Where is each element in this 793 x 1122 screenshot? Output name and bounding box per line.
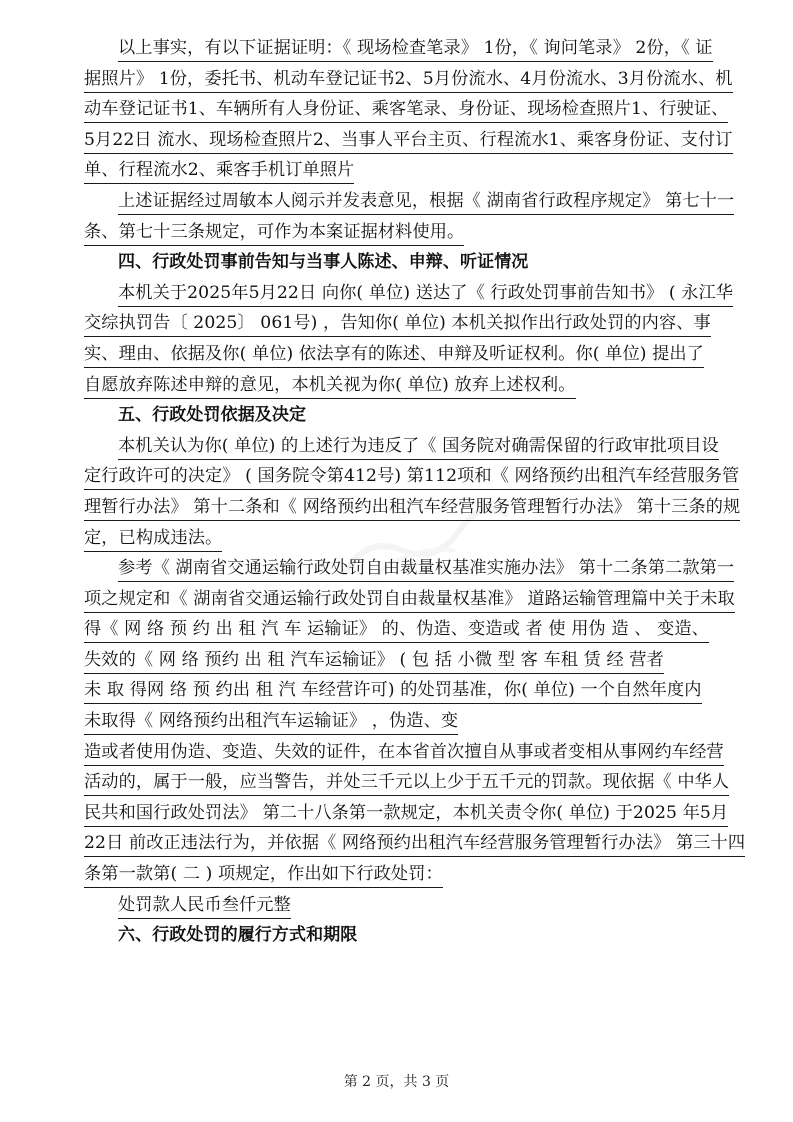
body-line: 交综执罚告〔 2025〕 061号) ，告知你( 单位) 本机关拟作出行政处罚的内容、事 — [84, 308, 748, 339]
body-line: 民共和国行政处罚法》 第二十八条第一款规定，本机关责令你( 单位) 于2025 年5月 — [84, 798, 748, 829]
body-line: 单、行程流水2、乘客手机订单照片 — [84, 155, 748, 186]
body-line: 未取得《 网络预约出租汽车运输证》 ，伪造、变 — [84, 706, 748, 737]
body-line: 活动的，属于一般，应当警告，并处三千元以上少于五千元的罚款。现依据《 中华人 — [84, 767, 748, 798]
body-line: 以上事实，有以下证据证明：《 现场检查笔录》 1份，《 询问笔录》 2份，《 证 — [84, 33, 748, 64]
section-heading: 五、行政处罚依据及决定 — [118, 405, 307, 426]
body-line: 失效的《 网 络 预约 出 租 汽车运输证》 ( 包 括 小微 型 客 车租 赁 经 营者 — [84, 645, 748, 676]
body-line: 未 取 得网 络 预 约出 租 汽 车经营许可) 的处罚基准，你( 单位) 一个自然年度内 — [84, 675, 748, 706]
body-line: 22日 前改正违法行为，并依据《 网络预约出租汽车经营服务管理暂行办法》 第三十四 — [84, 828, 748, 859]
body-line: 本机关认为你( 单位) 的上述行为违反了《 国务院对确需保留的行政审批项目设 — [84, 431, 748, 462]
section-heading: 六、行政处罚的履行方式和期限 — [118, 925, 358, 946]
body-line: 5月22日 流水、现场检查照片2、当事人平台主页、行程流水1、乘客身份证、支付订 — [84, 125, 748, 156]
body-line: 动车登记证书1、车辆所有人身份证、乘客笔录、身份证、现场检查照片1、行驶证、 — [84, 94, 748, 125]
body-line: 实、理由、依据及你( 单位) 依法享有的陈述、申辩及听证权利。你( 单位) 提出了 — [84, 339, 748, 370]
body-line: 项之规定和《 湖南省交通运输行政处罚自由裁量权基准》 道路运输管理篇中关于未取 — [84, 584, 748, 615]
page-footer: 第 2 页，共 3 页 — [343, 1074, 450, 1090]
body-line: 上述证据经过周敏本人阅示并发表意见，根据《 湖南省行政程序规定》 第七十一 — [84, 186, 748, 217]
body-line: 条、第七十三条规定，可作为本案证据材料使用。 — [84, 217, 748, 248]
body-line: 得《 网 络 预 约 出 租 汽 车 运输证》 的、伪造、变造或 者 使 用伪 造 、 变造、 — [84, 614, 748, 645]
body-line: 定，已构成违法。 — [84, 523, 748, 554]
penalty-decision: 处罚款人民币叁仟元整 — [84, 890, 748, 921]
body-line: 自愿放弃陈述申辩的意见，本机关视为你( 单位) 放弃上述权利。 — [84, 370, 748, 401]
body-line: 本机关于2025年5月22日 向你( 单位) 送达了《 行政处罚事前告知书》 ( 永江华 — [84, 278, 748, 309]
body-line: 参考《 湖南省交通运输行政处罚自由裁量权基准实施办法》 第十二条第二款第一 — [84, 553, 748, 584]
section-heading: 四、行政处罚事前告知与当事人陈述、申辩、听证情况 — [118, 252, 529, 273]
body-line: 造或者使用伪造、变造、失效的证件，在本省首次擅自从事或者变相从事网约车经营 — [84, 737, 748, 768]
body-line: 理暂行办法》 第十二条和《 网络预约出租汽车经营服务管理暂行办法》 第十三条的规 — [84, 492, 748, 523]
body-line: 定行政许可的决定》 ( 国务院令第412号) 第112项和《 网络预约出租汽车经营服务管 — [84, 461, 748, 492]
document-body — [84, 33, 748, 951]
body-line: 条第一款第( 二 ) 项规定，作出如下行政处罚： — [84, 859, 748, 890]
body-line: 据照片》 1份，委托书、机动车登记证书2、5月份流水、4月份流水、3月份流水、机 — [84, 64, 748, 95]
